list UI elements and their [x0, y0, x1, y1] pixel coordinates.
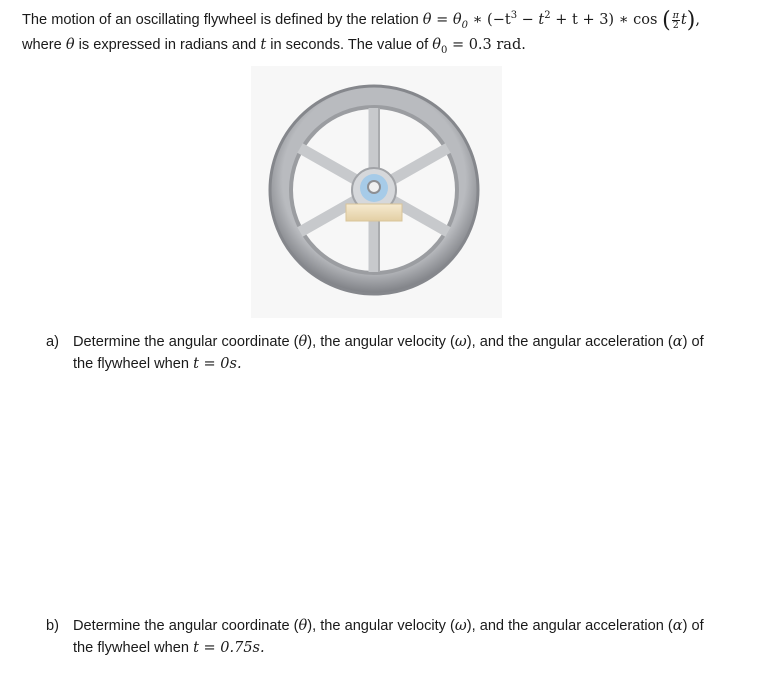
theta0-value: $\theta_0 = 0.3$ rad. [432, 37, 526, 56]
flywheel-support-base [346, 204, 402, 221]
flywheel-illustration [251, 66, 502, 318]
problem-statement [22, 8, 762, 57]
intro-text: The motion of an oscillating flywheel is defined by the relation [22, 12, 419, 28]
pi-over-two-fraction: $\frac{\pi}{2}$ [672, 9, 679, 31]
flywheel-hub-axle [368, 181, 380, 193]
question-a [46, 331, 756, 375]
question-a-letter: a) [46, 334, 59, 350]
question-b-letter: b) [46, 618, 59, 634]
motion-equation: $\theta = \theta_0$ ∗ $(-t^3 - t^2 + t + 3)$ ∗ cos ( $\frac{\pi}{2}$ t), [422, 8, 700, 33]
question-a-text: Determine the angular coordinate (θ), the angular velocity (ω), and the angular acceleration (α) of the flywheel when t = 0s. [73, 334, 704, 372]
flywheel-figure [251, 66, 502, 318]
intro-line-2: where θ is expressed in radians and t in seconds. The value of $\theta_0 = 0.3$ rad. [22, 37, 526, 56]
question-b-text: Determine the angular coordinate (θ), the angular velocity (ω), and the angular acceleration (α) of the flywheel when t = 0.75s. [73, 618, 704, 656]
question-b [46, 615, 756, 659]
intro-line-1 [22, 8, 762, 33]
